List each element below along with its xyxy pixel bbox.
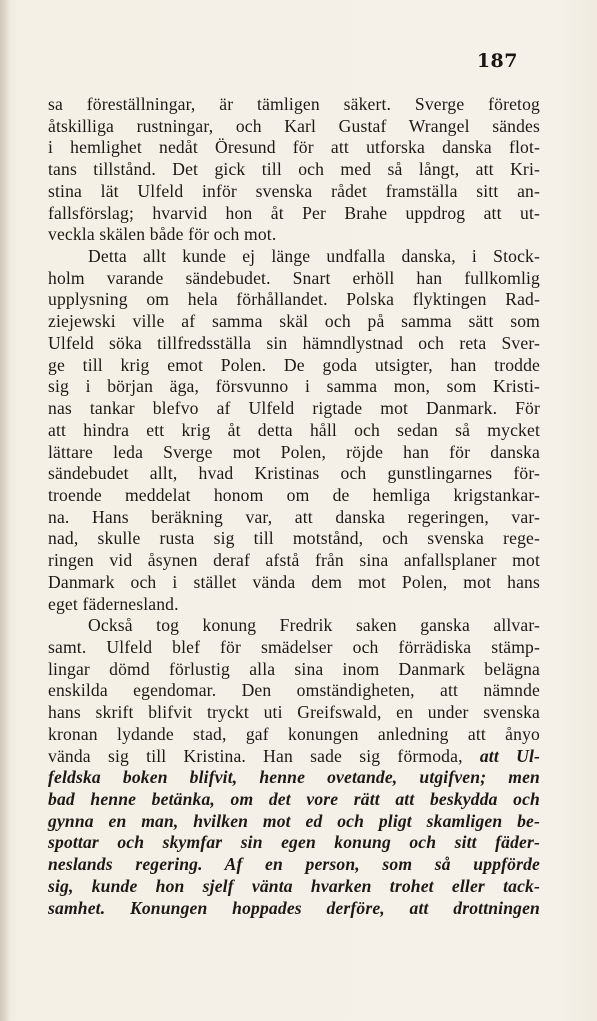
- text-line: upplysning om hela förhållandet. Polska flyktingen Rad-: [48, 289, 540, 310]
- text-line: sig i början äga, försvunno i samma mon, som Kristi-: [48, 376, 540, 397]
- text-line: veckla skälen både för och mot.: [48, 224, 277, 245]
- text-line: bad henne betänka, om det vore rätt att beskydda och: [48, 789, 540, 809]
- text-line: tans tillstånd. Det gick till och med så långt, att Kri-: [48, 159, 540, 180]
- text-line: troende meddelat honom om de hemliga krigstankar-: [48, 484, 540, 505]
- page-binding-edge: [0, 0, 10, 1021]
- text-line: att hindra ett krig åt detta håll och sedan så mycket: [48, 419, 540, 440]
- text-line: holm varande sändebudet. Snart erhöll han fullkomlig: [48, 267, 540, 288]
- text-line: lättare leda Sverge mot Polen, röjde han för danska: [48, 441, 540, 462]
- text-line: Danmark och i stället vända dem mot Polen, mot hans: [48, 571, 540, 592]
- text-line: neslands regering. Af en person, som så uppförde: [48, 854, 540, 875]
- text-line-plain: vända sig till Kristina. Han sade sig förmoda,: [48, 745, 480, 766]
- text-line: ringen vid åsynen deraf afstå från sina anfallsplaner mot: [48, 550, 540, 571]
- text-line: enskilda egendomar. Den omständigheten, att nämnde: [48, 680, 540, 701]
- text-line: sig, kunde hon sjelf vänta hvarken trohet eller tack-: [48, 875, 540, 896]
- text-line: kronan lydande stad, gaf konungen anledning att ånyo: [48, 723, 540, 744]
- text-line: Också tog konung Fredrik saken ganska allvar-: [88, 615, 540, 636]
- text-line: spottar och skymfar sin egen konung och sitt fäder-: [48, 832, 540, 853]
- text-line: na. Hans beräkning var, att danska regeringen, var-: [48, 506, 540, 527]
- text-line: eget fädernesland.: [48, 593, 179, 614]
- text-line: åtskilliga rustningar, och Karl Gustaf Wrangel sändes: [48, 115, 540, 136]
- text-line-emphasis: att Ul-: [479, 745, 541, 766]
- text-line: stina lät Ulfeld inför svenska rådet framställa sitt an-: [48, 180, 540, 201]
- text-line: sa föreställningar, är tämligen säkert. Sverge företog: [48, 94, 540, 114]
- text-line: [48, 746, 540, 768]
- text-line: feldska boken blifvit, henne ovetande, utgifven; men: [48, 767, 540, 788]
- text-line: hans skrift blifvit tryckt uti Greifswald, en under svenska: [48, 702, 540, 723]
- body-text: [48, 94, 540, 919]
- text-line: sändebudet allt, hvad Kristinas och gunstlingarnes för-: [48, 463, 540, 484]
- text-line: gynna en man, hvilken mot ed och pligt skamligen be-: [48, 810, 540, 831]
- text-line: nas tankar blefvo af Ulfeld rigtade mot Danmark. För: [48, 398, 540, 419]
- text-line: samhet. Konungen hoppades derföre, att drottningen: [48, 897, 540, 918]
- text-line: Ulfeld söka tillfredsställa sin hämndlystnad och reta Sver-: [48, 332, 540, 353]
- text-line: fallsförslag; hvarvid hon åt Per Brahe uppdrog att ut-: [48, 202, 540, 223]
- text-line: ziejewski ville af samma skäl och på samma sätt som: [48, 311, 540, 332]
- text-line: Detta allt kunde ej länge undfalla danska, i Stock-: [88, 246, 540, 267]
- text-line: ge till krig emot Polen. De goda utsigter, han trodde: [48, 354, 540, 375]
- text-line: lingar dömd förlustig alla sina inom Danmark belägna: [48, 658, 540, 679]
- page-number: 187: [476, 50, 518, 72]
- text-line: samt. Ulfeld blef för smädelser och förrädiska stämp-: [48, 636, 540, 657]
- text-line: nad, skulle rusta sig till motstånd, och svenska rege-: [48, 528, 540, 549]
- text-line: i hemlighet nedåt Öresund för att utforska danska flot-: [48, 137, 540, 158]
